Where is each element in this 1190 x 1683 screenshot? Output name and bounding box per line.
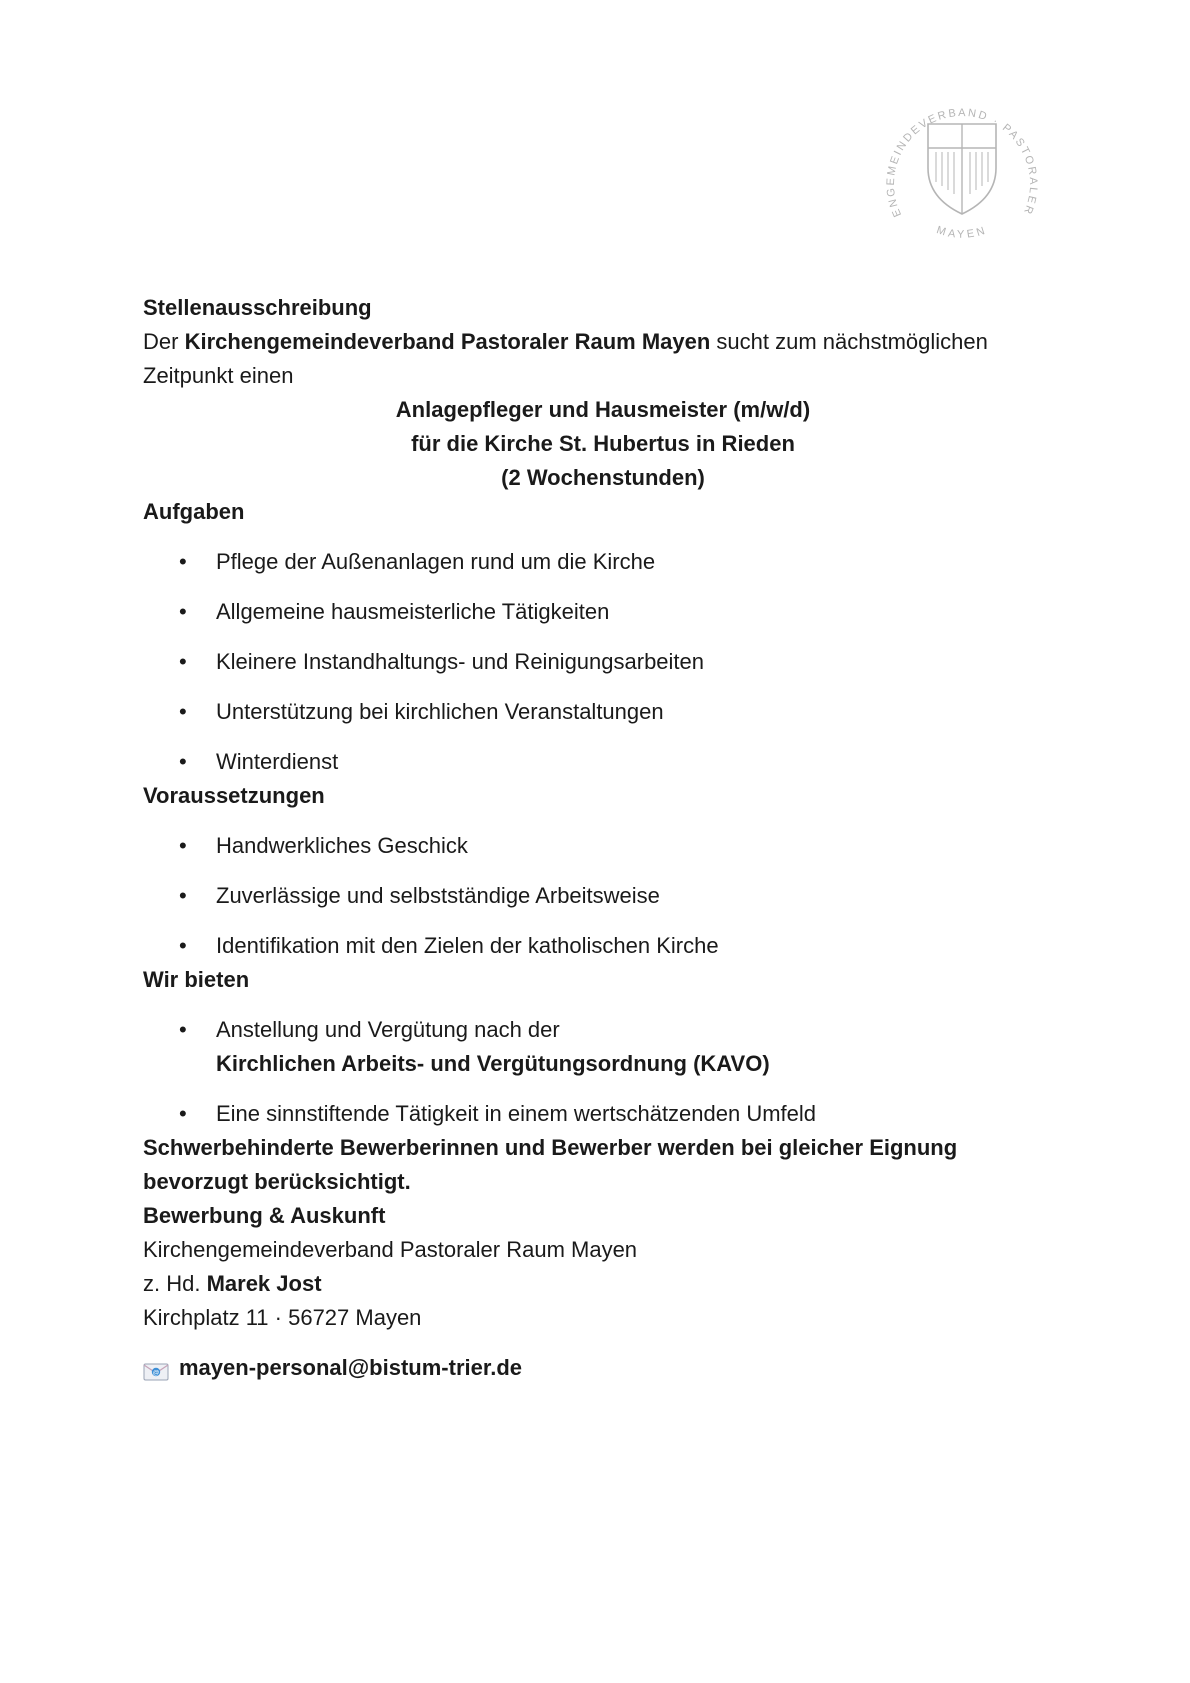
intro-org: Kirchengemeindeverband Pastoraler Raum Mayen	[184, 329, 711, 354]
list-item: • Kleinere Instandhaltungs- und Reinigungsarbeiten	[143, 645, 1063, 679]
requirements-list	[143, 829, 1063, 963]
svg-text:KIRCHENGEMEINDEVERBAND · PASTO: ENGEMEINDEVERBAND · PASTORALER	[884, 106, 1040, 219]
bullet-icon: •	[179, 549, 187, 574]
svg-text:@: @	[152, 1369, 160, 1377]
requirements-heading: Voraussetzungen	[143, 783, 325, 808]
position-location: für die Kirche St. Hubertus in Rieden	[411, 431, 795, 456]
list-item: • Zuverlässige und selbstständige Arbeitsweise	[143, 879, 1063, 913]
bullet-icon: •	[179, 1101, 187, 1126]
disability-notice: Schwerbehinderte Bewerberinnen und Bewerber werden bei gleicher Eignung bevorzugt berücksichtigt.	[143, 1135, 958, 1194]
email-link[interactable]: mayen-personal@bistum-trier.de	[179, 1355, 522, 1380]
application-address: Kirchplatz 11 · 56727 Mayen	[143, 1305, 422, 1330]
offer-heading: Wir bieten	[143, 967, 250, 992]
document-body	[143, 291, 1063, 1385]
bullet-icon: •	[179, 649, 187, 674]
list-item: • Eine sinnstiftende Tätigkeit in einem wertschätzenden Umfeld	[143, 1097, 1063, 1131]
bullet-icon: •	[179, 833, 187, 858]
position-title: Anlagepfleger und Hausmeister (m/w/d)	[395, 397, 811, 422]
bullet-icon: •	[179, 933, 187, 958]
bullet-icon: •	[179, 699, 187, 724]
bullet-icon: •	[179, 883, 187, 908]
intro-prefix: Der	[143, 329, 185, 354]
intro-paragraph	[143, 325, 1063, 393]
list-item: • Identifikation mit den Zielen der katholischen Kirche	[143, 929, 1063, 963]
list-item: • Anstellung und Vergütung nach der Kirchlichen Arbeits- und Vergütungsordnung (KAVO)	[143, 1013, 1063, 1081]
application-org: Kirchengemeindeverband Pastoraler Raum Mayen	[143, 1237, 638, 1262]
email-row	[143, 1351, 1063, 1385]
tasks-list	[143, 545, 1063, 779]
bullet-icon: •	[179, 749, 187, 774]
posting-title: Stellenausschreibung	[143, 295, 372, 320]
list-item: • Unterstützung bei kirchlichen Veranstaltungen	[143, 695, 1063, 729]
list-item: • Allgemeine hausmeisterliche Tätigkeiten	[143, 595, 1063, 629]
list-item: • Handwerkliches Geschick	[143, 829, 1063, 863]
position-hours: (2 Wochenstunden)	[501, 465, 705, 490]
kavo-reference: Kirchlichen Arbeits- und Vergütungsordnung (KAVO)	[216, 1051, 770, 1076]
bullet-icon: •	[179, 599, 187, 624]
tasks-heading: Aufgaben	[143, 499, 245, 524]
envelope-icon	[143, 1358, 169, 1378]
seal-logo	[872, 76, 1052, 256]
application-heading: Bewerbung & Auskunft	[143, 1203, 386, 1228]
list-item: • Pflege der Außenanlagen rund um die Kirche	[143, 545, 1063, 579]
svg-text:MAYEN: MAYEN	[934, 224, 990, 241]
list-item: • Winterdienst	[143, 745, 1063, 779]
offer-list	[143, 1013, 1063, 1131]
bullet-icon: •	[179, 1017, 187, 1042]
application-attn: z. Hd. Marek Jost	[143, 1271, 322, 1296]
contact-name: Marek Jost	[206, 1271, 322, 1296]
intro-suffix: sucht zum nächstmöglichen Zeitpunkt einen	[143, 329, 988, 388]
